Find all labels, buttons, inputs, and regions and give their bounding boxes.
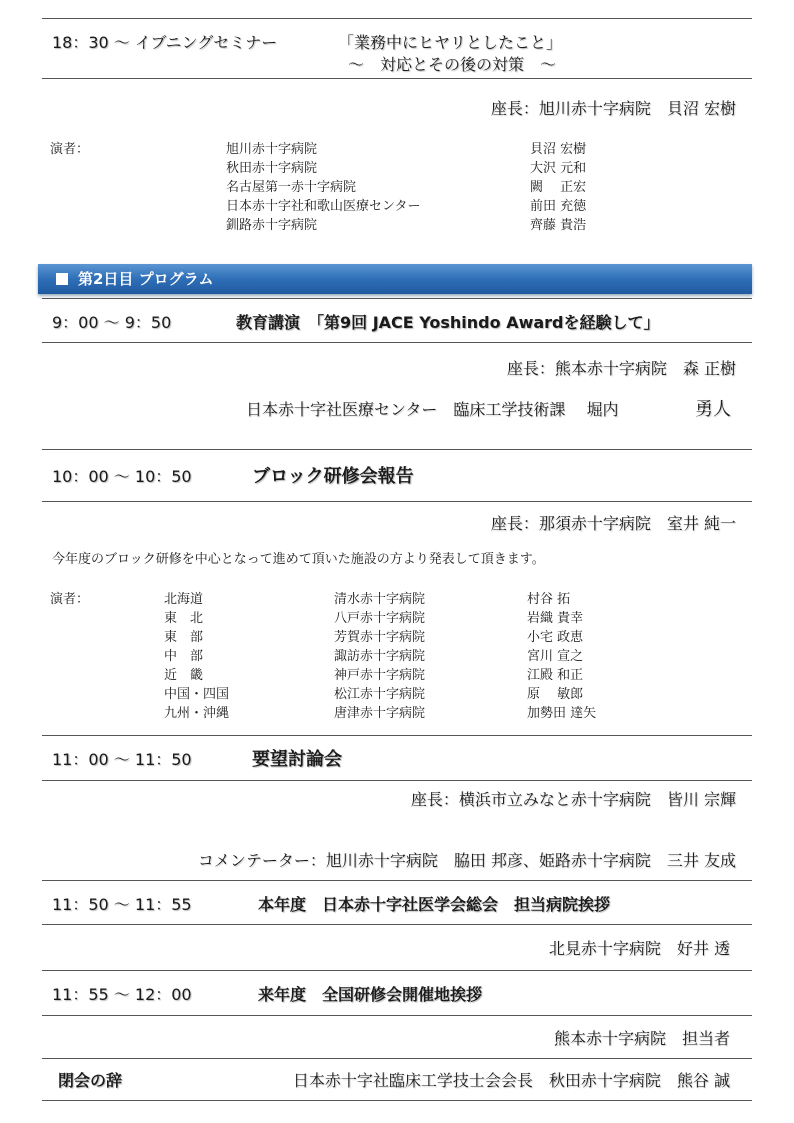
list-item: 原 敏郎: [527, 687, 584, 702]
evening-seminar-title: 「業務中にヒヤリとしたこと」: [338, 33, 563, 52]
session1-time: 9：00 ～ 9：50: [52, 313, 172, 332]
divider: [42, 780, 752, 781]
list-item: 中 部: [164, 649, 204, 664]
list-item: 村谷 拓: [527, 592, 571, 607]
list-item: 日本赤十字社和歌山医療センター: [226, 199, 421, 214]
session2-name-list: [527, 590, 596, 723]
list-item: 神戸赤十字病院: [334, 668, 426, 683]
evening-chair: 座長：旭川赤十字病院 貝沼 宏樹: [490, 99, 736, 118]
session2-time: 10：00 ～ 10：50: [52, 467, 192, 486]
list-item: 東 北: [164, 611, 204, 626]
closing-text: 日本赤十字社臨床工学技士会会長 秋田赤十字病院 熊谷 誠: [292, 1071, 730, 1090]
banner-label: 第2日目 プログラム: [78, 270, 214, 288]
divider: [42, 970, 752, 971]
session3-title: 要望討論会: [252, 749, 342, 770]
divider: [42, 1015, 752, 1016]
list-item: 岩織 貴幸: [527, 611, 584, 626]
divider: [42, 924, 752, 925]
divider: [42, 449, 752, 450]
session5-speaker: 熊本赤十字病院 担当者: [553, 1029, 730, 1048]
session3-commentator: コメンテーター：旭川赤十字病院 脇田 邦彦、姫路赤十字病院 三井 友成: [197, 851, 736, 870]
evening-seminar-time: 18：30 ～ イブニングセミナー: [52, 33, 278, 52]
evening-seminar-subtitle: ～ 対応とその後の対策 ～: [348, 55, 557, 74]
session4-time: 11：50 ～ 11：55: [52, 895, 192, 914]
session2-chair: 座長：那須赤十字病院 室井 純一: [490, 514, 736, 533]
list-item: 加勢田 達矢: [527, 706, 597, 721]
list-item: 北海道: [164, 592, 204, 607]
session2-region-list: [164, 590, 229, 723]
session5-title: 来年度 全国研修会開催地挨拶: [258, 985, 483, 1004]
divider: [42, 1058, 752, 1059]
list-item: 旭川赤十字病院: [226, 142, 318, 157]
list-item: 秋田赤十字病院: [226, 161, 318, 176]
session4-title: 本年度 日本赤十字社医学会総会 担当病院挨拶: [258, 895, 611, 914]
session1-chair: 座長：熊本赤十字病院 森 正樹: [506, 359, 736, 378]
list-item: 大沢 元和: [530, 161, 587, 176]
session1-speaker-name: 勇人: [695, 399, 731, 420]
day2-program-banner: [38, 264, 752, 294]
session3-chair: 座長：横浜市立みなと赤十字病院 皆川 宗輝: [410, 790, 736, 809]
list-item: 闕 正宏: [530, 180, 587, 195]
session2-title: ブロック研修会報告: [252, 466, 414, 487]
closing-label: 閉会の辞: [58, 1071, 123, 1090]
evening-name-list: [530, 140, 586, 235]
divider: [42, 501, 752, 502]
square-bullet-icon: [56, 273, 68, 285]
list-item: 宮川 宣之: [527, 649, 584, 664]
session2-description: 今年度のブロック研修を中心となって進めて頂いた施設の方より発表して頂きます。: [52, 552, 545, 567]
session2-hospital-list: [334, 590, 425, 723]
list-item: 諏訪赤十字病院: [334, 649, 426, 664]
list-item: 小宅 政恵: [527, 630, 584, 645]
session5-time: 11：55 ～ 12：00: [52, 985, 192, 1004]
list-item: 中国・四国: [164, 687, 230, 702]
list-item: 齊藤 貴浩: [530, 218, 587, 233]
list-item: 名古屋第一赤十字病院: [226, 180, 357, 195]
session1-speaker-affiliation: 日本赤十字社医療センター 臨床工学技術課 堀内: [246, 400, 619, 419]
divider: [42, 342, 752, 343]
evening-speakers-label: 演者：: [50, 142, 90, 157]
list-item: 唐津赤十字病院: [334, 706, 426, 721]
list-item: 江殿 和正: [527, 668, 584, 683]
list-item: 前田 充徳: [530, 199, 587, 214]
session4-speaker: 北見赤十字病院 好井 透: [548, 939, 730, 958]
list-item: 八戸赤十字病院: [334, 611, 426, 626]
list-item: 東 部: [164, 630, 204, 645]
session1-title: 教育講演 「第9回 JACE Yoshindo Awardを経験して」: [236, 313, 660, 332]
list-item: 芳賀赤十字病院: [334, 630, 426, 645]
divider: [42, 18, 752, 19]
session2-speakers-label: 演者：: [50, 592, 90, 607]
session3-time: 11：00 ～ 11：50: [52, 750, 192, 769]
list-item: 松江赤十字病院: [334, 687, 426, 702]
evening-hospital-list: [226, 140, 420, 235]
list-item: 九州・沖縄: [164, 706, 230, 721]
divider: [42, 78, 752, 79]
divider: [42, 298, 752, 299]
list-item: 貝沼 宏樹: [530, 142, 587, 157]
list-item: 釧路赤十字病院: [226, 218, 318, 233]
divider: [42, 1100, 752, 1101]
list-item: 近 畿: [164, 668, 204, 683]
list-item: 清水赤十字病院: [334, 592, 426, 607]
divider: [42, 880, 752, 881]
divider: [42, 735, 752, 736]
